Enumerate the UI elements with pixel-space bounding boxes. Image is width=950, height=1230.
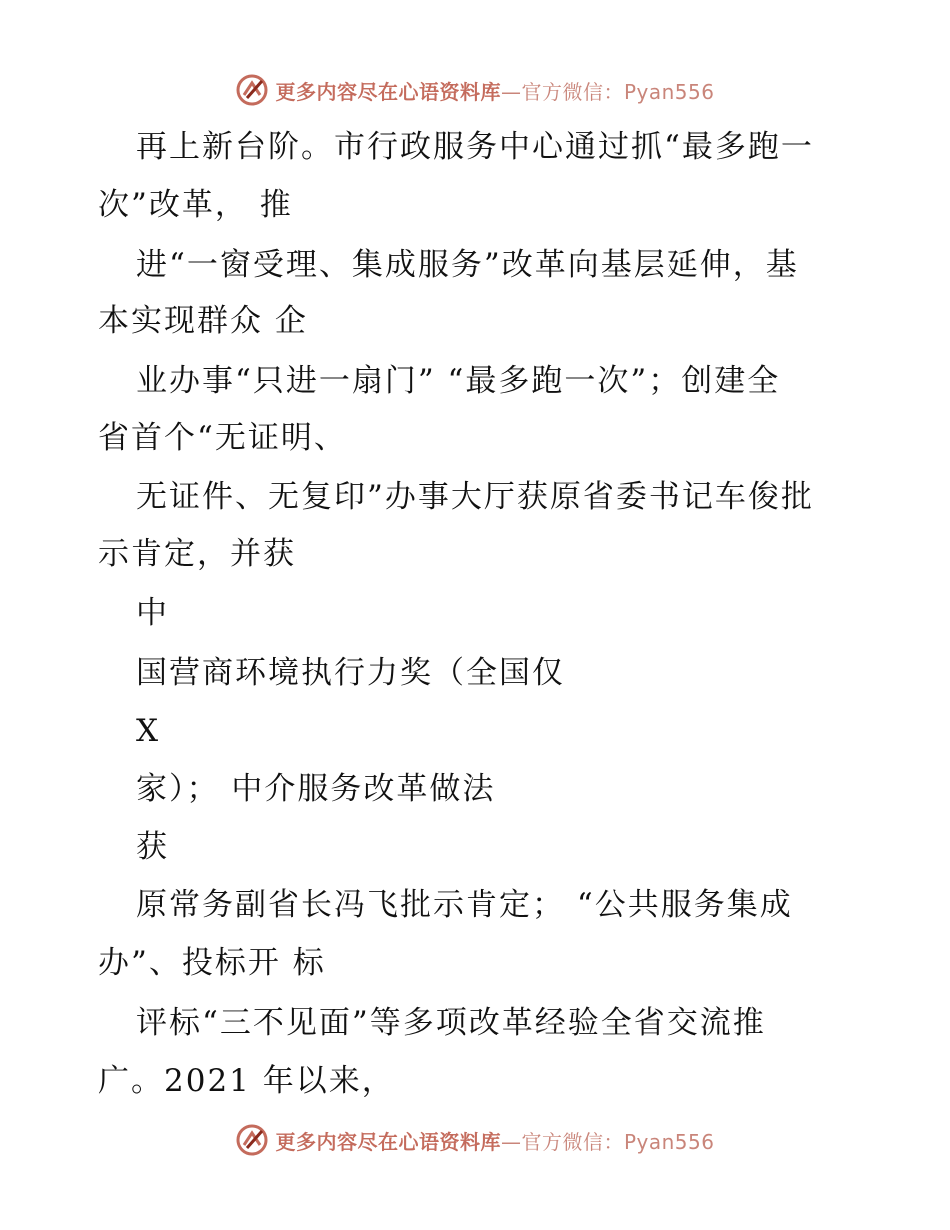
text-line: 进“一窗受理、集成服务”改革向基层延伸，基 xyxy=(136,247,799,283)
text-line: 办”、投标开 标 xyxy=(98,945,326,981)
text-line: 国营商环境执行力奖（全国仅 xyxy=(136,655,565,691)
text-line: 获 xyxy=(136,829,169,865)
footer-watermark xyxy=(0,1120,950,1160)
watermark-text xyxy=(275,1126,714,1155)
text-line: 无证件、无复印”办事大厅获原省委书记车俊批 xyxy=(136,479,814,515)
text-line: 业办事“只进一扇门” “最多跑一次”；创建全 xyxy=(136,363,781,399)
watermark-separator: — xyxy=(500,79,522,104)
text-line: 家）； 中介服务改革做法 xyxy=(136,771,496,807)
watermark-contact: 官方微信：Pyan556 xyxy=(521,79,715,104)
watermark-main: 更多内容尽在心语资料库 xyxy=(275,1129,501,1154)
text-line: 次”改革， 推 xyxy=(98,187,293,223)
watermark-separator: — xyxy=(500,1129,522,1154)
watermark-main: 更多内容尽在心语资料库 xyxy=(275,79,501,104)
text-line: 再上新台阶。市行政服务中心通过抓“最多跑一 xyxy=(136,129,814,165)
text-line: 原常务副省长冯飞批示肯定； “公共服务集成 xyxy=(136,887,793,923)
text-line: X xyxy=(136,713,161,749)
text-line: 示肯定，并获 xyxy=(98,536,296,572)
text-line: 省首个“无证明、 xyxy=(98,420,347,456)
text-line: 本实现群众 企 xyxy=(98,303,308,339)
watermark-contact: 官方微信：Pyan556 xyxy=(521,1129,715,1154)
text-line: 中 xyxy=(136,595,169,631)
watermark-logo-icon xyxy=(235,1123,269,1157)
text-line: 广。2021 年以来， xyxy=(98,1063,395,1099)
text-line: 评标“三不见面”等多项改革经验全省交流推 xyxy=(136,1005,766,1041)
